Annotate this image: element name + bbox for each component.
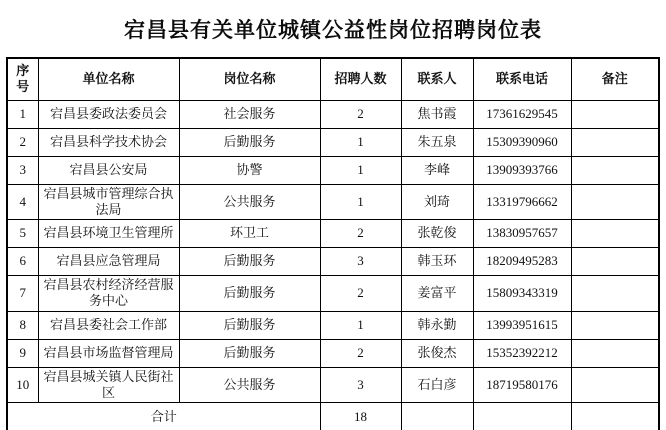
cell-unit: 宕昌县环境卫生管理所 xyxy=(38,220,179,248)
cell-count: 2 xyxy=(320,220,401,248)
cell-contact: 姜富平 xyxy=(401,276,473,312)
header-cell-count: 招聘人数 xyxy=(320,58,401,100)
header-cell-remark: 备注 xyxy=(571,58,659,100)
cell-count: 1 xyxy=(320,184,401,220)
cell-remark xyxy=(571,311,659,339)
page-title: 宕昌县有关单位城镇公益性岗位招聘岗位表 xyxy=(124,18,542,42)
cell-no: 1 xyxy=(7,100,38,128)
total-row xyxy=(7,403,659,430)
cell-contact: 焦书霞 xyxy=(401,100,473,128)
cell-phone: 17361629545 xyxy=(473,100,571,128)
cell-unit: 宕昌县应急管理局 xyxy=(38,248,179,276)
header-cell-phone: 联系电话 xyxy=(473,58,571,100)
cell-no: 2 xyxy=(7,128,38,156)
cell-unit: 宕昌县农村经济经营服务中心 xyxy=(38,276,179,312)
cell-position: 后勤服务 xyxy=(179,311,320,339)
table-row xyxy=(7,220,659,248)
cell-remark xyxy=(571,128,659,156)
table-row xyxy=(7,184,659,220)
cell-phone: 15809343319 xyxy=(473,276,571,312)
cell-position: 社会服务 xyxy=(179,100,320,128)
total-contact-cell xyxy=(401,403,473,430)
table-row xyxy=(7,100,659,128)
cell-no: 5 xyxy=(7,220,38,248)
cell-position: 公共服务 xyxy=(179,367,320,403)
cell-phone: 13909393766 xyxy=(473,156,571,184)
cell-count: 1 xyxy=(320,156,401,184)
cell-count: 1 xyxy=(320,311,401,339)
cell-unit: 宕昌县委政法委员会 xyxy=(38,100,179,128)
cell-contact: 张乾俊 xyxy=(401,220,473,248)
table-row xyxy=(7,156,659,184)
total-phone-cell xyxy=(473,403,571,430)
cell-contact: 石白彦 xyxy=(401,367,473,403)
cell-contact: 张俊杰 xyxy=(401,339,473,367)
cell-phone: 18719580176 xyxy=(473,367,571,403)
cell-position: 后勤服务 xyxy=(179,339,320,367)
cell-no: 10 xyxy=(7,367,38,403)
total-label-cell: 合计 xyxy=(7,403,320,430)
table-row xyxy=(7,128,659,156)
cell-no: 4 xyxy=(7,184,38,220)
cell-no: 3 xyxy=(7,156,38,184)
cell-no: 6 xyxy=(7,248,38,276)
cell-remark xyxy=(571,184,659,220)
cell-remark xyxy=(571,220,659,248)
table-row xyxy=(7,367,659,403)
cell-contact: 朱五泉 xyxy=(401,128,473,156)
cell-remark xyxy=(571,100,659,128)
total-count-cell: 18 xyxy=(320,403,401,430)
table-row xyxy=(7,339,659,367)
cell-phone: 15309390960 xyxy=(473,128,571,156)
cell-no: 9 xyxy=(7,339,38,367)
cell-count: 2 xyxy=(320,276,401,312)
cell-contact: 刘琦 xyxy=(401,184,473,220)
cell-phone: 13993951615 xyxy=(473,311,571,339)
cell-count: 3 xyxy=(320,248,401,276)
table-row xyxy=(7,311,659,339)
cell-unit: 宕昌县委社会工作部 xyxy=(38,311,179,339)
cell-position: 环卫工 xyxy=(179,220,320,248)
cell-unit: 宕昌县公安局 xyxy=(38,156,179,184)
header-cell-contact: 联系人 xyxy=(401,58,473,100)
cell-count: 1 xyxy=(320,128,401,156)
cell-unit: 宕昌县城关镇人民街社区 xyxy=(38,367,179,403)
cell-unit: 宕昌县市场监督管理局 xyxy=(38,339,179,367)
cell-no: 8 xyxy=(7,311,38,339)
table-row xyxy=(7,248,659,276)
cell-phone: 13830957657 xyxy=(473,220,571,248)
cell-remark xyxy=(571,339,659,367)
cell-phone: 18209495283 xyxy=(473,248,571,276)
header-cell-no: 序号 xyxy=(7,58,38,100)
cell-position: 公共服务 xyxy=(179,184,320,220)
cell-position: 后勤服务 xyxy=(179,276,320,312)
cell-remark xyxy=(571,248,659,276)
header-cell-position: 岗位名称 xyxy=(179,58,320,100)
header-row xyxy=(7,58,659,100)
cell-contact: 韩永勤 xyxy=(401,311,473,339)
table-row xyxy=(7,276,659,312)
cell-position: 后勤服务 xyxy=(179,128,320,156)
cell-no: 7 xyxy=(7,276,38,312)
cell-contact: 韩玉环 xyxy=(401,248,473,276)
cell-remark xyxy=(571,367,659,403)
cell-count: 2 xyxy=(320,339,401,367)
cell-remark xyxy=(571,156,659,184)
cell-contact: 李峰 xyxy=(401,156,473,184)
cell-unit: 宕昌县科学技术协会 xyxy=(38,128,179,156)
header-cell-unit: 单位名称 xyxy=(38,58,179,100)
cell-unit: 宕昌县城市管理综合执法局 xyxy=(38,184,179,220)
total-remark-cell xyxy=(571,403,659,430)
cell-phone: 13319796662 xyxy=(473,184,571,220)
cell-position: 后勤服务 xyxy=(179,248,320,276)
cell-position: 协警 xyxy=(179,156,320,184)
cell-count: 2 xyxy=(320,100,401,128)
cell-phone: 15352392212 xyxy=(473,339,571,367)
cell-count: 3 xyxy=(320,367,401,403)
cell-remark xyxy=(571,276,659,312)
recruitment-table xyxy=(6,57,660,430)
